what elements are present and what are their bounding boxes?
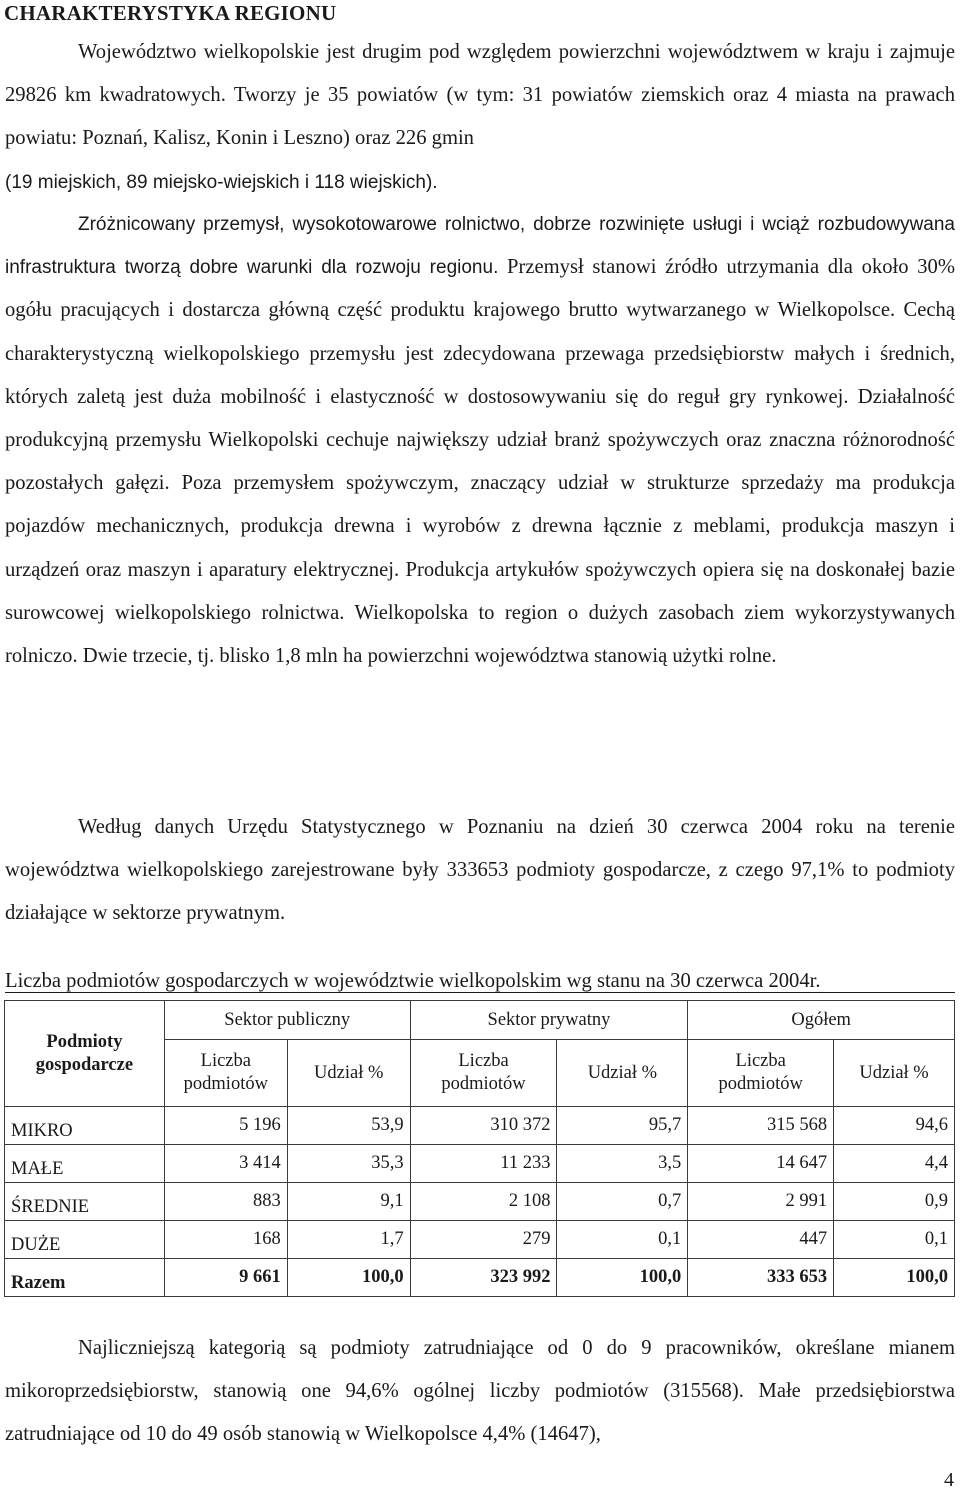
table-cell: 100,0 xyxy=(557,1259,688,1297)
table-cell: 447 xyxy=(688,1221,834,1259)
group-header-total: Ogółem xyxy=(688,1001,955,1040)
table-row-duze xyxy=(5,1221,955,1259)
table-cell: 3 414 xyxy=(164,1145,287,1183)
table-cell: 4,4 xyxy=(834,1145,955,1183)
table-cell: 94,6 xyxy=(834,1107,955,1145)
paragraph-statistics: Według danych Urzędu Statystycznego w Poznaniu na dzień 30 czerwca 2004 roku na terenie województwa wielkopolskiego zarejestrowane były 333653 podmioty gospodarcze, z czego 97,1% to podmioty działające w sektorze prywatnym. xyxy=(5,816,955,925)
row-label: DUŻE xyxy=(5,1221,165,1259)
table-cell: 9,1 xyxy=(287,1183,410,1221)
group-header-public: Sektor publiczny xyxy=(164,1001,410,1040)
table-cell: 1,7 xyxy=(287,1221,410,1259)
row-label: Razem xyxy=(5,1259,165,1297)
row-label: ŚREDNIE xyxy=(5,1183,165,1221)
table-cell: 0,9 xyxy=(834,1183,955,1221)
table-cell: 315 568 xyxy=(688,1107,834,1145)
table-cell: 2 991 xyxy=(688,1183,834,1221)
table-cell: 323 992 xyxy=(410,1259,557,1297)
paragraph-micro-enterprises: Najliczniejszą kategorią są podmioty zatrudniające od 0 do 9 pracowników, określane mianem mikoroprzedsiębiorstw, stanowią one 94,6% ogólnej liczby podmiotów (315568). Małe przedsiębiorstwa zatrudniające od 10 do 49 osób stanowią w Wielkopolsce 4,4% (14647), xyxy=(5,1337,955,1446)
table-caption xyxy=(5,966,955,996)
table-cell: 279 xyxy=(410,1221,557,1259)
subheader-public-share: Udział % xyxy=(287,1040,410,1107)
group-header-private: Sektor prywatny xyxy=(410,1001,688,1040)
paragraph-industry-lead: Zróżnicowany przemysł, wysokotowarowe rolnictwo, dobrze rozwinięte usługi i wciąż rozbudowywana infrastruktura tworzą dobre warunki dla rozwoju regionu. xyxy=(5,214,955,279)
table-cell: 35,3 xyxy=(287,1145,410,1183)
table-cell: 5 196 xyxy=(164,1107,287,1145)
row-label: MAŁE xyxy=(5,1145,165,1183)
table-cell: 0,7 xyxy=(557,1183,688,1221)
table-cell: 53,9 xyxy=(287,1107,410,1145)
table-cell: 11 233 xyxy=(410,1145,557,1183)
table-cell: 168 xyxy=(164,1221,287,1259)
table-cell: 883 xyxy=(164,1183,287,1221)
paragraph-region-area xyxy=(5,31,955,204)
table-cell: 3,5 xyxy=(557,1145,688,1183)
table-cell: 100,0 xyxy=(834,1259,955,1297)
table-cell: 0,1 xyxy=(557,1221,688,1259)
row-label: MIKRO xyxy=(5,1107,165,1145)
table-cell: 2 108 xyxy=(410,1183,557,1221)
table-cell: 0,1 xyxy=(834,1221,955,1259)
subheader-private-share: Udział % xyxy=(557,1040,688,1107)
caption-underline xyxy=(5,992,955,993)
table-cell: 310 372 xyxy=(410,1107,557,1145)
table-caption-text: Liczba podmiotów gospodarczych w województwie wielkopolskim wg stanu na 30 czerwca 2004r. xyxy=(5,970,821,992)
subheader-public-count: Liczba podmiotów xyxy=(164,1040,287,1107)
subheader-total-count: Liczba podmiotów xyxy=(688,1040,834,1107)
subheader-private-count: Liczba podmiotów xyxy=(410,1040,557,1107)
paragraph-industry-body: Przemysł stanowi źródło utrzymania dla około 30% ogółu pracujących i dostarcza główną część produktu krajowego brutto wytwarzanego w Wielkopolsce. Cechą charakterystyczną wielkopolskiego przemysłu jest zdecydowana przewaga przedsiębiorstw małych i średnich, których zaletą jest duża mobilność i elastyczność w dostosowywaniu się do reguł gry rynkowej. Działalność produkcyjną przemysłu Wielkopolski cechuje największy udział branż spożywczych oraz znaczna różnorodność pozostałych gałęzi. Poza przemysłem spożywczym, znaczący udział w strukturze sprzedaży ma produkcja pojazdów mechanicznych, produkcja drewna i wyrobów z drewna łącznie z meblami, produkcja maszyn i urządzeń oraz maszyn i aparatury elektrycznej. Produkcja artykułów spożywczych opiera się na doskonałej bazie surowcowej wielkopolskiego rolnictwa. Wielkopolska to region o dużych zasobach ziem wykorzystywanych rolniczo. Dwie trzecie, tj. blisko 1,8 mln ha powierzchni województwa stanowią użytki rolne. xyxy=(5,256,956,668)
paragraph-region-area-gminy: (19 miejskich, 89 miejsko-wiejskich i 118 wiejskich). xyxy=(5,171,438,193)
table-row-mikro xyxy=(5,1107,955,1145)
table-cell: 95,7 xyxy=(557,1107,688,1145)
enterprises-table xyxy=(4,1000,955,1297)
table-cell: 100,0 xyxy=(287,1259,410,1297)
table-cell: 14 647 xyxy=(688,1145,834,1183)
section-heading: CHARAKTERYSTYKA REGIONU xyxy=(4,1,337,25)
table-cell: 333 653 xyxy=(688,1259,834,1297)
table-header-row xyxy=(5,1001,955,1040)
table-row-total xyxy=(5,1259,955,1297)
table-row-male xyxy=(5,1145,955,1183)
table-cell: 9 661 xyxy=(164,1259,287,1297)
page-number: 4 xyxy=(944,1469,954,1491)
subheader-total-share: Udział % xyxy=(834,1040,955,1107)
paragraph-region-area-text: Województwo wielkopolskie jest drugim pod względem powierzchni województwem w kraju i zajmuje 29826 km kwadratowych. Tworzy je 35 powiatów (w tym: 31 powiatów ziemskich oraz 4 miasta na prawach powiatu: Poznań, Kalisz, Konin i Leszno) oraz 226 gmin xyxy=(5,41,955,150)
table-row-header: Podmioty gospodarcze xyxy=(5,1001,165,1107)
table-row-srednie xyxy=(5,1183,955,1221)
paragraph-industry xyxy=(5,203,955,678)
